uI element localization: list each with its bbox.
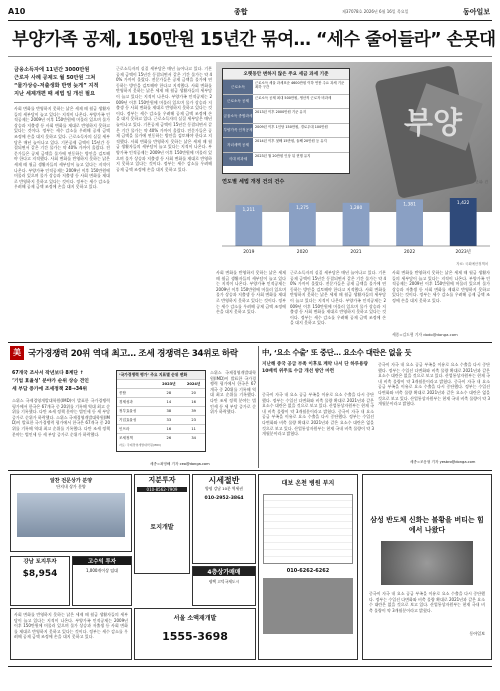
ad-daebo-map [263, 494, 353, 564]
lead-subhead: “물가상승-저출생화 반영 늦게” 지적 [14, 83, 99, 89]
chart-source: 자료: 국회예산정책처 [456, 262, 488, 266]
article2-subhead: 67개국 조사서 작년보다 8계단 ↑ [12, 371, 84, 376]
issue-info: 제37078호 2026년 6월 16일 목요일 [342, 9, 409, 14]
ad-jibun-title: 지분투자 [148, 476, 176, 484]
lead-subhead: 지난 세제개편 때 세법 일 개선 필요 [14, 91, 95, 97]
tax-table-category: 식대 비과세 [223, 153, 253, 167]
masthead [8, 6, 492, 20]
ad-samsung[interactable] [362, 474, 492, 660]
competitiveness-table-cell: 종합 [119, 391, 126, 395]
chart-value-label: 1,381 [403, 202, 416, 208]
article2-body-col2: 스위스 국제경영개발대학원(IMD)이 발표한 국가경쟁력 평가에서 한국은 67개국 중 20위를 기록해 역대 최고 순위를 기록했다. 다만 조세 정책 분야는 법인세 등 세 부담 증가로 순위가 하락했다. [210, 370, 256, 415]
ad-sise[interactable] [192, 474, 256, 564]
competitiveness-table-cell: 정부효율성 [119, 409, 137, 413]
ad-daebo-photo [263, 578, 353, 634]
section-rule [8, 342, 492, 343]
ad-sise-sub: 양평 강남 10분 역세권 [205, 486, 243, 491]
ad-misc-text: 사회 변화를 반영하지 못하는 낡은 세제 때 월급 생활자들의 세부담이 늘고 있다는 지적이 나온다. 부양가족 인적공제는 2009년 이후 150만원에 머물러 있으며 물가 상승과 저출생 등 사회 변화를 제대로 반영하지 못하고 있다는 것이다. 정부는 세수 감소를 우려해 공제 금액 조정에 손을 대지 못하고 있다. [14, 612, 128, 640]
ad-invest-title: 고수익 투자 [73, 557, 131, 565]
lead-byline: 세종=김도형 기자 dodo@donga.com [392, 332, 458, 337]
ad-mall-image [17, 493, 125, 537]
chart-unit: 단위: 건 [475, 180, 488, 184]
article3-kicker: 中, ‘요소 수출’ 또 중단… 요소수 대란은 없을 듯 [262, 348, 412, 357]
competitiveness-table [116, 370, 206, 452]
photo-tag: 부양 [404, 106, 462, 141]
tax-table-title: 오랫동안 변하지 않은 주요 세금 과세 기준 [223, 69, 349, 79]
article2-header [10, 346, 256, 362]
competitiveness-table-cell: 인프라 [119, 427, 130, 431]
tax-table-detail: 근로소득 세율 과세표준 4600만원 이하 연봉 주요 과세 기준 최하 구간 [255, 81, 345, 90]
lead-rule [8, 56, 492, 57]
tax-table-row [223, 137, 349, 152]
chart-svg [222, 188, 490, 258]
ad-4floor[interactable] [192, 566, 256, 606]
competitiveness-table-header [117, 379, 205, 388]
ad-jibun-title-b: 토지개발 [150, 524, 174, 531]
lead-body-col1: 사회 변화를 반영하지 못하는 낡은 세제 때 월급 생활자들의 세부담이 늘고 있다는 지적이 나온다. 부양가족 인적공제는 2009년 이후 150만원에 머물러 있으며 물가 상승과 저출생 등 사회 변화를 제대로 반영하지 못하고 있다는 것이다. 정부는 세수 감소를 우려해 공제 금액 조정에 손을 대지 못하고 있다. 근로소득자의 실질 세부담은 매년 늘어나고 있다. 기본공제 금액이 15년간 동결되면서 같은 기간 물가는 약 40% 가까이 올랐다. 전문가들은 공제 금액을 물가에 연동하는 방안을 검토해야 한다고 지적했다. 사회 변화를 반영하지 못하는 낡은 세제 때 월급 생활자들의 세부담이 늘고 있다는 지적이 나온다. 부양가족 인적공제는 2009년 이후 150만원에 머물러 있으며 물가 상승과 저출생 등 사회 변화를 제대로 반영하지 못하고 있다는 것이다. 정부는 세수 감소를 우려해 공제 금액 조정에 손을 대지 못하고 있다. [14, 106, 110, 190]
lead-subhead: 금융소득자에 11년간 3000만원 [14, 67, 90, 73]
competitiveness-table-cell: 28 [166, 391, 172, 395]
tax-table-category: 부양가족 인적공제 [223, 124, 253, 138]
ad-invest-sub: 1,000개이상 임대 [85, 568, 119, 573]
ad-daebo-phone: 010-6262-6262 [286, 568, 330, 574]
competitiveness-table-cell: 조세정책 [119, 436, 133, 440]
chart-category-label: 2022 [404, 250, 416, 255]
ad-mall-title: 알찬 전문상가 분양 [49, 478, 93, 484]
ad-gangnam-title: 강남 토지투자 [23, 559, 57, 565]
chart-value-label: 1,211 [242, 208, 256, 214]
lead-body-col3: 사회 변화를 반영하지 못하는 낡은 세제 때 월급 생활자들의 세부담이 늘고 있다는 지적이 나온다. 부양가족 인적공제는 2009년 이후 150만원에 머물러 있으며 물가 상승과 저출생 등 사회 변화를 제대로 반영하지 못하고 있다는 것이다. 정부는 세수 감소를 우려해 공제 금액 조정에 손을 대지 못하고 있다. [216, 270, 286, 315]
article3-body-col2: 중국이 자국 내 요소 공급 부족을 이유로 요소 수출을 다시 중단했다. 정부는 수입선 다변화와 비축 물량 확대로 2021년과 같은 요소수 대란은 없을 것으로 보고 있다. 산업통상자원부는 현재 국내 비축 물량이 약 3개월분이라고 밝혔다. 중국이 자국 내 요소 공급 부족을 이유로 요소 수출을 다시 중단했다. 정부는 수입선 다변화와 비축 물량 확대로 2021년과 같은 요소수 대란은 없을 것으로 보고 있다. 산업통상자원부는 현재 국내 비축 물량이 약 3개월분이라고 밝혔다. [378, 362, 490, 407]
competitiveness-table-cell: 기업효율성 [119, 418, 137, 422]
competitiveness-table-cell: 16 [191, 400, 196, 404]
competitiveness-table-cell: 2023년 [162, 382, 176, 386]
chart-category-label: 2020 [296, 250, 308, 255]
competitiveness-table-row [117, 424, 205, 433]
competitiveness-table-cell: 34 [191, 436, 196, 440]
chart-category-label: 2019 [243, 250, 255, 255]
ad-gangnam[interactable] [10, 556, 70, 606]
competitiveness-table-cell: 26 [166, 436, 172, 440]
ad-sise-title: 시세절반 [208, 476, 240, 485]
ad-4floor-sub: 평택 고덕국제도시 [208, 579, 240, 584]
tax-table-detail: 2023년 월 20만원 인상 뒤 현행 유지 [255, 153, 311, 158]
bar-chart [222, 178, 490, 266]
competitiveness-table-row [117, 406, 205, 415]
chart-category-label: 2023년 [455, 250, 471, 255]
article2-body-col1: 스위스 국제경영개발대학원(IMD)이 발표한 국가경쟁력 평가에서 한국은 67개국 중 20위를 기록해 역대 최고 순위를 기록했다. 다만 조세 정책 분야는 법인세 등 세 부담 증가로 순위가 하락했다. 스위스 국제경영개발대학원(IMD)이 발표한 국가경쟁력 평가에서 한국은 67개국 중 20위를 기록해 역대 최고 순위를 기록했다. 다만 조세 정책 분야는 법인세 등 세 부담 증가로 순위가 하락했다. [12, 398, 110, 437]
tax-table-row [223, 94, 349, 109]
section-name: 종합 [234, 8, 248, 16]
ad-samsung-title: 삼성 반도체 신화는 불황을 버티는 힘에서 나왔다 [370, 516, 484, 534]
tax-table [222, 68, 350, 174]
article3-byline: 세종=조응형 기자 yesbro@donga.com [410, 460, 476, 464]
chart-value-label: 1,275 [296, 205, 309, 211]
lead-headline: 부양가족 공제, 150만원 15년간 묶여… “세수 줄어들라” 손못대 [12, 30, 496, 50]
tax-table-category: 근로소득 공제 [223, 95, 253, 109]
article2-subheads [12, 370, 112, 394]
ad-mall-sub: 단지내 상가 분양 [56, 484, 86, 489]
chart-category-label: 2021 [350, 250, 362, 255]
competitiveness-table-cell: 11 [191, 427, 196, 431]
tax-table-category: 자녀세액 공제 [223, 138, 253, 152]
competitiveness-table-row [117, 397, 205, 406]
article2-headline: 국가경쟁력 20위 역대 최고… 조세 경쟁력은 34위로 하락 [28, 349, 238, 359]
tax-table-row [223, 108, 349, 123]
chart-value-label: 1,422 [456, 201, 470, 207]
tax-table-row [223, 79, 349, 94]
competitiveness-table-cell: 20 [191, 391, 196, 395]
tax-table-row [223, 152, 349, 167]
competitiveness-table-cell: 38 [166, 409, 172, 413]
competitiveness-table-source: 자료: 국제경영개발대학원(IMD) [119, 443, 161, 447]
competitiveness-table-cell [117, 380, 155, 388]
article2-byline: 세종=최영해 기자 ceo@donga.com [150, 462, 210, 466]
competitiveness-table-row [117, 433, 205, 442]
ad-redevelop-phone: 1555-3698 [162, 630, 228, 643]
competitiveness-table-cell: 23 [191, 418, 196, 422]
lead-subhead: 근로자 사례 공제도 월 50만원 그쳐 [14, 75, 96, 81]
masthead-rule [8, 20, 492, 21]
tax-table-detail: 2009년 이후 1인당 150만원, 경로우대 100만원 [255, 124, 328, 129]
tax-table-row [223, 123, 349, 138]
ad-daebo[interactable] [258, 474, 358, 660]
ad-sise-phone: 010-2952-3864 [204, 496, 244, 501]
article2-subhead: 세 부담 증가에 조세정책 28→34위 [12, 387, 88, 392]
competitiveness-table-cell: 16 [166, 427, 172, 431]
ad-samsung-image [381, 541, 473, 585]
article2-subhead: ‘기업 효율성’ 분야가 순위 상승 견인 [12, 379, 89, 384]
lead-body-col5: 사회 변화를 반영하지 못하는 낡은 세제 때 월급 생활자들의 세부담이 늘고 있다는 지적이 나온다. 부양가족 인적공제는 2009년 이후 150만원에 머물러 있으며 물가 상승과 저출생 등 사회 변화를 제대로 반영하지 못하고 있다는 것이다. 정부는 세수 감소를 우려해 공제 금액 조정에 손을 대지 못하고 있다. [392, 270, 490, 303]
competitiveness-table-cell: 2024년 [186, 382, 201, 386]
ad-jibun-phone: 010-8562-7909 [137, 487, 187, 492]
footer-rule [8, 666, 492, 667]
ad-misc[interactable] [10, 608, 132, 660]
lead-subheads [14, 66, 120, 98]
ad-invest[interactable] [72, 556, 132, 606]
ad-samsung-brand: 동아일보 [469, 631, 485, 636]
competitiveness-table-row [117, 415, 205, 424]
chart-value-label: 1,280 [349, 205, 363, 211]
brand-logo: 동아일보 [463, 7, 491, 16]
competitiveness-table-row [117, 388, 205, 397]
ad-redevelop[interactable] [134, 608, 256, 660]
ad-rule [8, 470, 492, 471]
subhead-divider [14, 102, 110, 103]
tax-table-body [223, 79, 349, 166]
ad-4floor-title: 4층상가매매 [193, 567, 255, 576]
ad-redevelop-title: 서울 소액재개발 [173, 615, 217, 622]
ad-samsung-text: 중국이 자국 내 요소 공급 부족을 이유로 요소 수출을 다시 중단했다. 정부는 수입선 다변화와 비축 물량 확대로 2021년과 같은 요소수 대란은 없을 것으로 보고 있다. 산업통상자원부는 현재 국내 비축 물량이 약 3개월분이라고 밝혔다. [369, 591, 485, 613]
competitiveness-table-body [117, 379, 205, 442]
ad-daebo-title: 대보 온천 병원 부지 [281, 480, 335, 487]
competitiveness-table-cell: 14 [166, 400, 172, 404]
article2-flag: 美 [10, 346, 24, 360]
tax-table-detail: 2013년 이후 2000만원 기준 유지 [255, 110, 307, 114]
ad-mall[interactable] [10, 474, 132, 552]
ad-gangnam-price: $8,954 [22, 569, 58, 579]
tax-table-category: 근로소득 [223, 80, 253, 94]
article3-body-col1: 중국이 자국 내 요소 공급 부족을 이유로 요소 수출을 다시 중단했다. 정부는 수입선 다변화와 비축 물량 확대로 2021년과 같은 요소수 대란은 없을 것으로 보고 있다. 산업통상자원부는 현재 국내 비축 물량이 약 3개월분이라고 밝혔다. 중국이 자국 내 요소 공급 부족을 이유로 요소 수출을 다시 중단했다. 정부는 수입선 다변화와 비축 물량 확대로 2021년과 같은 요소수 대란은 없을 것으로 보고 있다. 산업통상자원부는 현재 국내 비축 물량이 약 3개월분이라고 밝혔다. [262, 392, 374, 437]
tax-table-detail: 2014년 이후 첫째 15만원, 둘째 20만원 등 유지 [255, 139, 327, 143]
lead-body-col2: 근로소득자의 실질 세부담은 매년 늘어나고 있다. 기본공제 금액이 15년간 동결되면서 같은 기간 물가는 약 40% 가까이 올랐다. 전문가들은 공제 금액을 물가에 연동하는 방안을 검토해야 한다고 지적했다. 사회 변화를 반영하지 못하는 낡은 세제 때 월급 생활자들의 세부담이 늘고 있다는 지적이 나온다. 부양가족 인적공제는 2009년 이후 150만원에 머물러 있으며 물가 상승과 저출생 등 사회 변화를 제대로 반영하지 못하고 있다는 것이다. 정부는 세수 감소를 우려해 공제 금액 조정에 손을 대지 못하고 있다. 근로소득자의 실질 세부담은 매년 늘어나고 있다. 기본공제 금액이 15년간 동결되면서 같은 기간 물가는 약 40% 가까이 올랐다. 전문가들은 공제 금액을 물가에 연동하는 방안을 검토해야 한다고 지적했다. 사회 변화를 반영하지 못하는 낡은 세제 때 월급 생활자들의 세부담이 늘고 있다는 지적이 나온다. 부양가족 인적공제는 2009년 이후 150만원에 머물러 있으며 물가 상승과 저출생 등 사회 변화를 제대로 반영하지 못하고 있다는 것이다. 정부는 세수 감소를 우려해 공제 금액 조정에 손을 대지 못하고 있다. [116, 66, 212, 172]
competitiveness-table-cell: 33 [166, 418, 172, 422]
competitiveness-table-cell: 경제성과 [119, 400, 133, 404]
ad-jibun[interactable] [134, 474, 190, 574]
competitiveness-table-title: ‘국가경쟁력 평가’ 주요 지표별 순위 변화 [117, 371, 205, 379]
article3-lead: 지난해 중국 공급 부족 이후로 계약 나서 단 하루용량 10배씩 위주로 수급 개선 방안 마련 [262, 362, 368, 374]
tax-table-detail: 근로소득 공제 최대 500만원, 생산직 근로자 비과세 [255, 95, 332, 100]
competitiveness-table-cell: 39 [191, 409, 196, 413]
column-divider [258, 346, 259, 468]
tax-table-category: 금융소득 종합과세 [223, 109, 253, 123]
page-number: A10 [8, 7, 26, 16]
lead-body-col4: 근로소득자의 실질 세부담은 매년 늘어나고 있다. 기본공제 금액이 15년간 동결되면서 같은 기간 물가는 약 40% 가까이 올랐다. 전문가들은 공제 금액을 물가에 연동하는 방안을 검토해야 한다고 지적했다. 사회 변화를 반영하지 못하는 낡은 세제 때 월급 생활자들의 세부담이 늘고 있다는 지적이 나온다. 부양가족 인적공제는 2009년 이후 150만원에 머물러 있으며 물가 상승과 저출생 등 사회 변화를 제대로 반영하지 못하고 있다는 것이다. 정부는 세수 감소를 우려해 공제 금액 조정에 손을 대지 못하고 있다. [290, 270, 386, 326]
chart-title: 연도별 세법 개정 건의 건수 [222, 179, 285, 185]
